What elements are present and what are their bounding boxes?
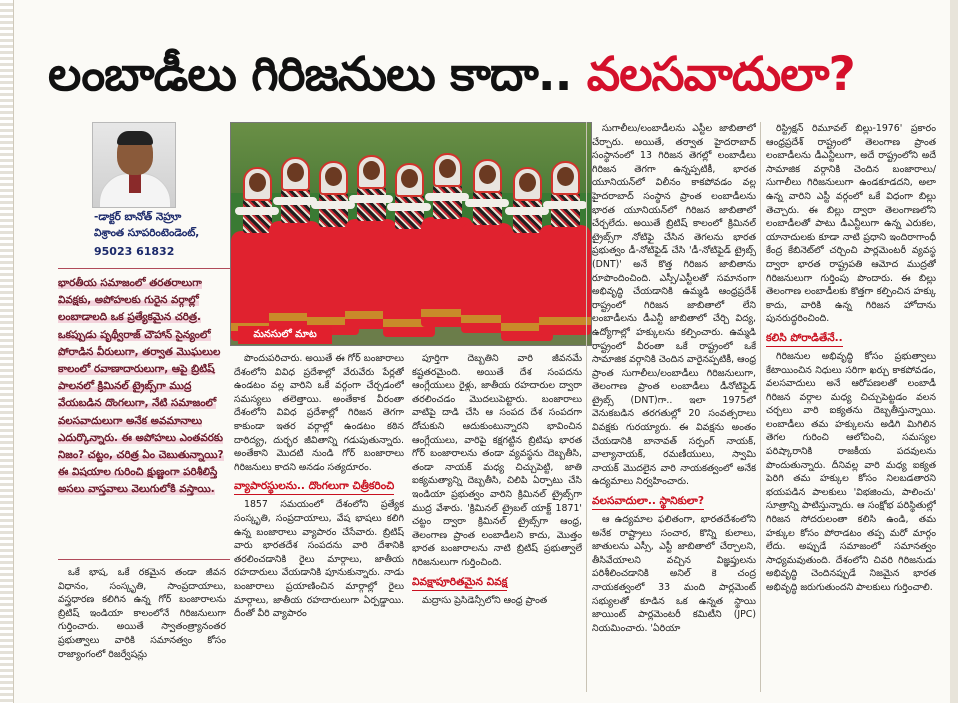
- column-1-paragraph: ఒకే భాష, ఒకే రకమైన తండా జీవన విధానం, సంస్కృతి, సాంప్రదాయాలు, వస్త్రధారణ కలిగిన ఉన్న గోర్ బంజారాలను బ్రిటిష్ ఇండియా కాలంలోనే గిరిజనులుగా గుర్తించారు. అయితే స్వాతంత్ర్యానంతర ప్రభుత్వాలు వారికి సమానత్వం కోసం రాజ్యాంగంలో రిజర్వేషన్లు: [58, 567, 226, 660]
- column-3: [412, 352, 582, 698]
- right-margin-rule: [950, 0, 958, 703]
- column-4-paragraph-1: సుగాలీలు/లంబాడీలను ఎస్టీల జాబితాలో చేర్చారు. అయితే, తర్వాత హైదరాబాద్ సంస్థానంలో 13 గిరిజన తెగల్లో లంబాడీలు గిరిజన తెగగా ఉన్నప్పటికీ, భారత యూనియన్‌లో విలీనం కాకపోవడం వల్ల హైదరాబాద్ సంస్థాన ప్రాంత లంబాడీలను భారత యూనియన్‌లో గిరిజన జాబితాలో చేర్చలేదు. అయితే బ్రిటిష్ కాలంలో క్రిమినల్ ట్రైబ్స్‌గా నోటిఫై చేసిన తెగలను భారత ప్రభుత్వం డీ-నోటిఫైడ్ చేసి 'డీ-నోటిఫైడ్ ట్రైబ్స్ (DNT)' అనే కొత్త గిరిజన జాబితాను రూపొందించింది. ఎస్సీ/ఎస్టీలతో సమానంగా అభివృద్ధి చేయడానికి ఉమ్మడి ఆంధ్రప్రదేశ్ రాష్ట్రంలో గిరిజన జాబితాలో లేని లంబాడీలను డీఎన్టీ జాబితాలో చేర్చి విద్య, ఉద్యోగాల్లో హక్కులను కల్పించారు. ఉమ్మడి రాష్ట్రంలో వీరంతా ఒకే రాష్ట్రంలో ఒకే సామాజిక వర్గానికి చెందిన వారైనప్పటికీ, ఆంధ్ర ప్రాంత సుగాలీలు/లంబాడీలు గిరిజనులుగా, తెలంగాణ ప్రాంత లంబాడీలు డీనోటిఫైడ్ ట్రైబ్స్ (DNT)గా.. ఇలా 1975లో వెనుకబడిన తరగతుల్లో 20 సంవత్సరాలు వివక్షకు గురయ్యారు. ఈ వివక్షను అంతం చేయడానికి బానావత్ సర్పంగ్ నాయక్, వాల్యానాయక్, రమణీయులు, స్వామి నాయక్ మొదలైన వారి నాయకత్వంలో అనేక ఉద్యమాలు నిర్వహించారు.: [592, 123, 756, 488]
- column-2-paragraph-1: పొందుపరిచారు. అయితే ఈ గోర్ బంజారాలు దేశంలోని వివిధ ప్రదేశాల్లో వేరువేరు పేర్లతో ఉండటం వల్ల వారిని ఒకే వర్గంగా చేర్చడంలో సమస్యలు తలెత్తాయి. అంతేకాక వీరంతా దేశంలోని వివిధ ప్రదేశాల్లో గిరిజన తెగగా కాకుండా ఇతర వర్గాల్లో ఉండటం కఠిన దారిద్య్ర, దుర్భర జీవితాన్ని గడుపుతున్నారు. అంతేకాని మొదటి నుండి గోర్ బంజారాలు గిరిజనులు కాదని అనడం సత్యదూరం.: [234, 353, 404, 473]
- column-5-subhead: కలిసి పోరాడితేనే..: [766, 330, 936, 347]
- column-2-subhead: వ్యాపారస్థులను.. దొంగలుగా చిత్రీకరించి: [234, 478, 404, 495]
- pull-quote-text: భారతీయ సమాజంలో తరతరాలుగా వివక్షకు, అపోహలకు గురైన వర్గాల్లో లంబాడాలది ఒక ప్రత్యేకమైన చరిత్ర. ఒకప్పుడు పృథ్వీరాజ్ చౌహాన్ సైన్యంలో పోరాడిన వీరులుగా, తర్వాత మొఘలుల కాలంలో రవాణాదారులుగా, ఆపై బ్రిటిష్ పాలనలో క్రిమినల్ ట్రైబ్స్‌గా ముద్ర వేయబడిన దొంగలుగా, నేటి సమాజంలో వలసవాదులుగా అనేక అవమానాలు ఎదుర్కొన్నారు. ఈ అపోహలు ఎంతవరకు నిజం? చట్టం, చరిత్ర ఏం చెబుతున్నాయి? ఈ విషయాల గురించి క్షుణ్ణంగా పరిశీలిస్తే అసలు వాస్తవాలు వెలుగులోకి వస్తాయి.: [58, 277, 224, 496]
- headline-part-2: వలసవాదులా?: [586, 47, 855, 102]
- article-photo: [230, 122, 592, 346]
- column-4-paragraph-2: ఆ ఉద్యమాల ఫలితంగా, భారతదేశంలోని అనేక రాష్ట్రాలు సంచార, కొన్ని కులాలు, జాతులను ఎస్సీ, ఎస్టీ జాబితాలో చేర్చాలని, తీసివేయాలని వచ్చిన విజ్ఞప్తులను పరిశీలించడానికి అనిల్ కె చంద్ర నాయకత్వంలో 33 మంది పార్లమెంట్ సభ్యులతో కూడిన ఒక ఉన్నత స్థాయి జాయింట్ పార్లమెంటరీ కమిటీని (JPC) నియమించారు. 'ఏరియా: [592, 514, 756, 634]
- column-2: [234, 352, 404, 698]
- author-title: విశ్రాంత సూపరింటెండెంట్,: [94, 227, 200, 239]
- column-3-subhead: వివక్షాపూరితమైన వివక్ష: [412, 574, 582, 591]
- column-divider: [760, 122, 761, 692]
- author-name: -డాక్టర్ బానోత్ నెహ్రూ: [94, 211, 182, 223]
- article-headline: [48, 40, 938, 110]
- column-tag: మనసులో మాట: [238, 326, 332, 344]
- column-divider: [586, 122, 587, 692]
- column-4-subhead: వలసవాదులా.. స్థానికులా?: [592, 493, 756, 510]
- author-photo: [92, 122, 176, 208]
- headline-part-1: లంబాడీలు గిరిజనులు కాదా..: [48, 47, 587, 102]
- column-4: [592, 122, 756, 698]
- author-phone: 95023 61832: [94, 245, 175, 258]
- column-2-paragraph-2: 1857 సమయంలో దేశంలోని ప్రత్యేక సంస్కృతి, సంప్రదాయాలు, వేష భాషలు కలిగి ఉన్న బంజారాలు వ్యాపారం చేసేవారు. బ్రిటిష్ వారు భారతదేశ సంపదను వారి దేశానికి తరలించడానికి రైలు మార్గాలు, జాతీయ రహదారులు వేయడానికి పూనుకున్నారు. నాడు బంజారాలు ప్రయాణించిన మార్గాల్లో రైలు మార్గాలు, జాతీయ రహదారులుగా ఏర్పడ్డాయి. దీంతో వీరి వ్యాపారం: [234, 499, 404, 620]
- column-5-paragraph-2: గిరిజనుల అభివృద్ధి కోసం ప్రభుత్వాలు కేటాయించిన నిధులు సరిగా ఖర్చు కాకపోవడం, వలసవాదులు అనే ఆరోపణలతో లంబాడీ గిరిజన వర్గాల మధ్య చిచ్చుపెట్టడం వలన చర్చలు వారి ఐక్యతను దెబ్బతీస్తున్నాయి. లంబాడీలు తమ హక్కులను అడిగి మిగిలిన తెగల గురించి ఆలోచించి, సమస్యల పరిష్కారానికి రాజకీయ పదవులను పొందుతున్నారు. దీనివల్ల వారి మధ్య ఐక్యత పెరిగి తమ హక్కుల కోసం నిలబడతారని భయపడిన పాలకులు 'విభజించు, పాలించు' సూత్రాన్ని పాటిస్తున్నారు. ఆ సంక్షోభ పరిస్థితుల్లో గిరిజన సోదరులంతా కలిసి ఉండి, తమ హక్కుల కోసం పోరాడటం తప్ప మరో మార్గం లేదు. అప్పుడే సమాజంలో సమానత్వం సాధ్యమవుతుంది. దేశంలోని చివరి గిరిజనుడు అభివృద్ధి చెందినప్పుడే నిజమైన భారత అభివృద్ధి జరుగుతుందని పాలకులు గుర్తించాలి.: [766, 350, 936, 593]
- column-1: [58, 566, 226, 698]
- column-5-paragraph-1: రిస్ట్రిక్షన్ రిమూవల్ బిల్లు-1976' ప్రకారం ఆంధ్రప్రదేశ్ రాష్ట్రంలో తెలంగాణ ప్రాంత లంబాడీలను డీఎన్టీలుగా, అదే రాష్ట్రంలోని అదే సామాజిక వర్గానికి చెందిన బంజారాలు/సుగాలీలు గిరిజనులుగా ఉండకూడదని, అలా ఉన్న వారిని ఎస్టీ వర్గంలో ఒకే విధంగా బిల్లు తెచ్చారు. ఈ బిల్లు ద్వారా తెలంగాణలోని లంబాడీలతో పాటు డీఎన్టీలుగా ఉన్న ఎరుకల, యానాదులకు కూడా నాటి ప్రధాని ఇందిరాగాంధీ కేంద్ర కేబినెట్‌లో చర్చించి పార్లమెంటరీ వ్యవస్థ ద్వారా భారత రాష్ట్రపతి ఆమోద ముద్రతో గిరిజనులుగా గుర్తింపు పొందారు. ఈ బిల్లు తెలంగాణ లంబాడీలకు కొత్తగా కల్పించిన హక్కు కాదు, వారికి ఉన్న గిరిజన హోదాను పునరుద్ధరించింది.: [766, 123, 936, 325]
- column-5: [766, 122, 936, 698]
- left-margin-rule: [0, 0, 14, 703]
- column-3-paragraph-2: మద్రాసు ప్రెసిడెన్సీలోని ఆంధ్ర ప్రాంత: [422, 594, 548, 606]
- column-3-paragraph-1: పూర్తిగా దెబ్బతిని వారి జీవనమే కష్టతరమైంది. అయితే దేశ సంపదను ఆంగ్లేయులు రైళ్లు, జాతీయ రహదారుల ద్వారా తరలించడం మొదలుపెట్టారు. బంజారాలు వాటిపై దాడి చేసి ఆ సంపద దేశ సంపదగా దోచుకుని ఆదుకుంటున్నారని భావించిన ఆంగ్లేయులు, వారిపై కక్షగట్టిన బ్రిటిషు భారత గోర్ బంజారాలను తండా వ్యవస్థను దెబ్బతీసి, తండా నాయక్ మధ్య చిచ్చుపెట్టి, జాతి ఐక్యమత్యాన్ని దెబ్బతీసి, చిలిపి ఏర్పాటు చేసి ఇండియా ప్రభుత్వం వారిని క్రిమినల్ ట్రైబ్స్‌గా ముద్ర వేశారు. 'క్రిమినల్ ట్రైబల్ యాక్ట్ 1871' చట్టం ద్వారా క్రిమినల్ ట్రైబ్స్‌గా ఆంధ్ర, తెలంగాణ ప్రాంత లంబాడీలని కాదు, మొత్తం భారత బంజారాలను నాటి బ్రిటిష్ ప్రభుత్వాలే గిరిజనులుగా గుర్తించింది.: [412, 353, 582, 568]
- pull-quote: [58, 268, 230, 560]
